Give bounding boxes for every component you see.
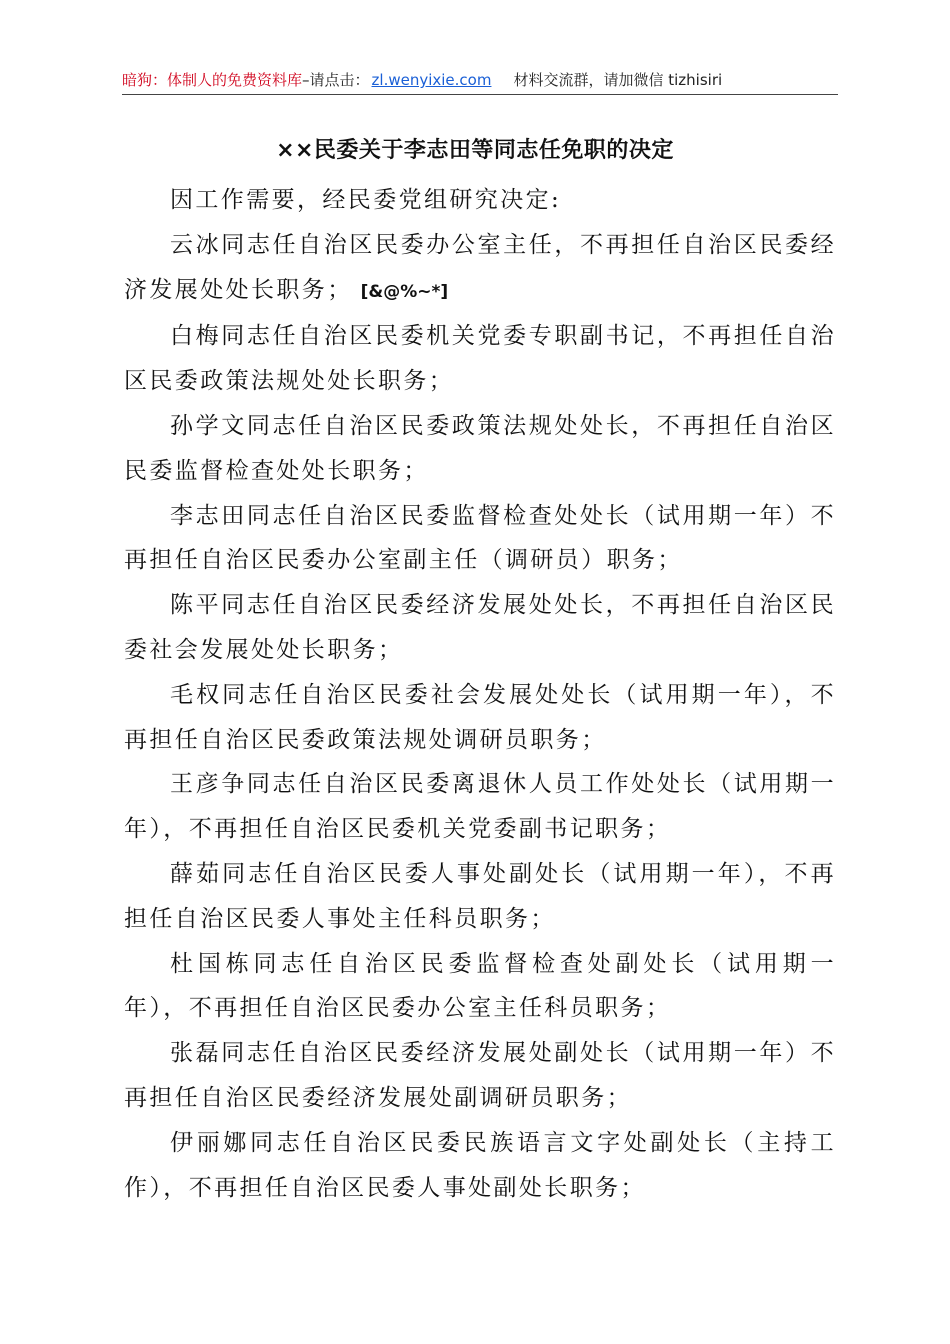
list-item: 薛茹同志任自治区民委人事处副处长（试用期一年），不再担任自治区民委人事处主任科员职务； [124,860,836,932]
list-item: 张磊同志任自治区民委经济发展处副处长（试用期一年）不再担任自治区民委经济发展处副调研员职务； [124,1040,836,1111]
list-item: 杜国栋同志任自治区民委监督检查处副处长（试用期一年），不再担任自治区民委办公室主任科员职务； [124,950,836,1022]
list-item: 白梅同志任自治区民委机关党委专职副书记，不再担任自治区民委政策法规处处长职务； [124,323,836,395]
header-source-label: 暗狗：体制人的免费资料库 [122,71,303,89]
header-link[interactable]: zl.wenyixie.com [371,71,492,89]
list-item: 孙学文同志任自治区民委政策法规处处长，不再担任自治区民委监督检查处处长职务； [124,412,836,484]
list-item [124,223,836,315]
list-item-text: 云冰同志任自治区民委办公室主任，不再担任自治区民委经济发展处处长职务； [124,231,836,303]
list-item: 毛权同志任自治区民委社会发展处处长（试用期一年），不再担任自治区民委政策法规处调研员职务； [124,681,836,753]
list-item: 陈平同志任自治区民委经济发展处处长，不再担任自治区民委社会发展处处长职务； [124,592,836,663]
document-body [124,178,836,1210]
list-item: 伊丽娜同志任自治区民委民族语言文字处副处长（主持工作），不再担任自治区民委人事处副处长职务； [124,1129,836,1201]
header-contact-text: 材料交流群，请加微信 tizhisiri [513,71,723,89]
page-header [122,66,838,95]
marker-text: [&@%~*] [360,281,449,302]
document-title: ××民委关于李志田等同志任免职的决定 [276,138,674,163]
list-item: 李志田同志任自治区民委监督检查处处长（试用期一年）不再担任自治区民委办公室副主任（调研员）职务； [124,502,836,574]
list-item: 王彦争同志任自治区民委离退休人员工作处处长（试用期一年），不再担任自治区民委机关党委副书记职务； [124,771,836,843]
intro-paragraph: 因工作需要，经民委党组研究决定: [170,187,562,213]
header-click-prompt: –请点击： [302,71,370,89]
